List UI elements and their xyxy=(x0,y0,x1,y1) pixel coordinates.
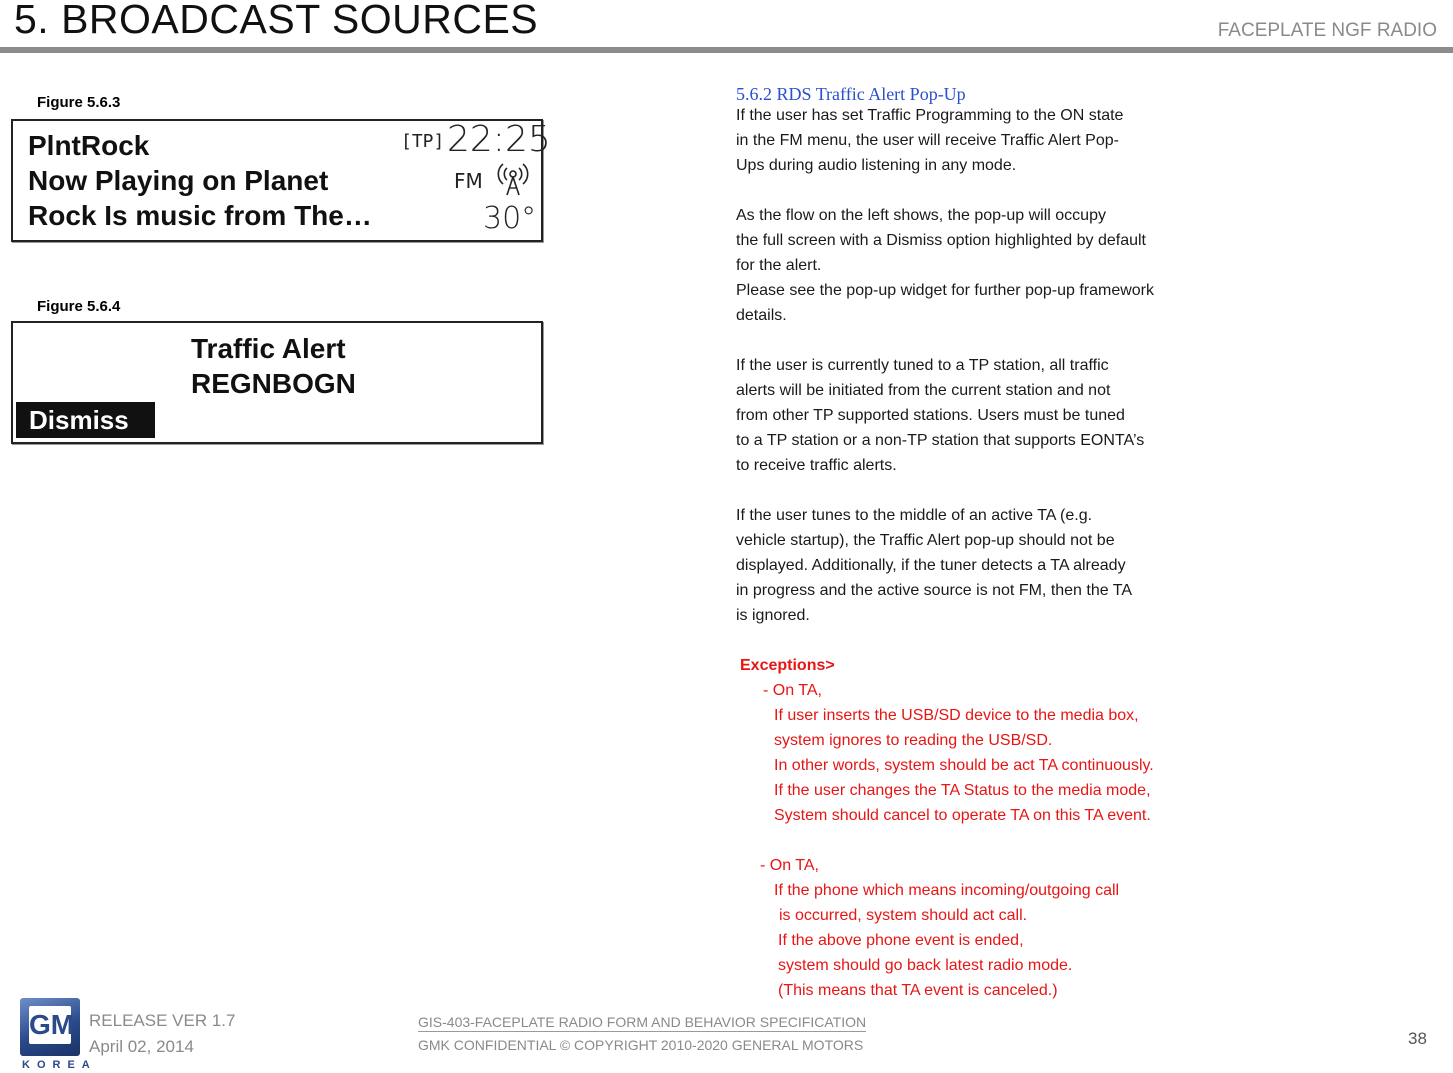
exception-line: is occurred, system should act call. xyxy=(779,907,1028,924)
body-line: If the user tunes to the middle of an active TA (e.g. xyxy=(736,507,1093,524)
figure-563-label: Figure 5.6.3 xyxy=(37,94,121,111)
section-title: 5. BROADCAST SOURCES xyxy=(14,0,539,42)
traffic-alert-popup xyxy=(11,321,543,444)
body-line: displayed. Additionally, if the tuner detects a TA already xyxy=(736,557,1126,574)
body-line: to receive traffic alerts. xyxy=(736,457,897,474)
exception-line: If the phone which means incoming/outgoing call xyxy=(774,882,1120,899)
exception-line: If the user changes the TA Status to the media mode, xyxy=(774,782,1151,799)
temperature-display: 30° xyxy=(483,201,537,236)
release-date: April 02, 2014 xyxy=(89,1037,194,1056)
exception-line: System should cancel to operate TA on this TA event. xyxy=(774,807,1151,824)
subsection-title: 5.6.2 RDS Traffic Alert Pop-Up xyxy=(736,84,966,104)
exception-line: system ignores to reading the USB/SD. xyxy=(774,732,1053,749)
body-line: for the alert. xyxy=(736,257,822,274)
station-name: PlntRock xyxy=(28,130,150,161)
exception-line: system should go back latest radio mode. xyxy=(778,957,1073,974)
gm-logo xyxy=(20,998,80,1056)
popup-station-name: REGNBOGN xyxy=(191,368,356,399)
page-number: 38 xyxy=(1408,1029,1427,1048)
band-indicator: FM xyxy=(454,169,483,193)
exception-line: In other words, system should be act TA continuously. xyxy=(774,757,1154,774)
figure-564-label: Figure 5.6.4 xyxy=(37,298,121,315)
exception-line: If user inserts the USB/SD device to the media box, xyxy=(774,707,1139,724)
exception-line: If the above phone event is ended, xyxy=(778,932,1024,949)
clock-display: 22:25 xyxy=(447,119,551,160)
radio-display-now-playing xyxy=(11,119,551,242)
tp-indicator: [TP] xyxy=(401,131,445,152)
popup-title: Traffic Alert xyxy=(191,333,346,364)
exceptions-heading: Exceptions> xyxy=(740,657,835,674)
body-line: If the user has set Traffic Programming to the ON state xyxy=(736,107,1124,124)
logo-subtext: KOREA xyxy=(22,1059,97,1071)
gm-logo-text: GM xyxy=(29,1009,75,1040)
body-line: vehicle startup), the Traffic Alert pop-up should not be xyxy=(736,532,1115,549)
exception-line: - On TA, xyxy=(760,857,819,874)
body-line: If the user is currently tuned to a TP station, all traffic xyxy=(736,357,1109,374)
body-line: the full screen with a Dismiss option highlighted by default xyxy=(736,232,1146,249)
document-name: FACEPLATE NGF RADIO xyxy=(1217,20,1437,41)
body-line: As the flow on the left shows, the pop-up will occupy xyxy=(736,207,1106,224)
release-version: RELEASE VER 1.7 xyxy=(89,1011,236,1030)
confidential-notice: GMK CONFIDENTIAL © COPYRIGHT 2010-2020 GENERAL MOTORS xyxy=(418,1037,864,1053)
exception-line: (This means that TA event is canceled.) xyxy=(778,982,1058,999)
radiotext-line-2: Rock Is music from The… xyxy=(28,200,372,231)
body-line: alerts will be initiated from the current station and not xyxy=(736,382,1111,399)
radiotext-line-1: Now Playing on Planet xyxy=(28,165,329,196)
antenna-icon xyxy=(497,161,529,197)
body-line: Please see the pop-up widget for further pop-up framework xyxy=(736,282,1155,299)
header-rule xyxy=(0,47,1453,53)
body-line: to a TP station or a non-TP station that supports EONTA’s xyxy=(736,432,1145,449)
body-line: is ignored. xyxy=(736,607,810,624)
body-line: from other TP supported stations. Users must be tuned xyxy=(736,407,1125,424)
exception-line: - On TA, xyxy=(763,682,822,699)
body-line: in the FM menu, the user will receive Traffic Alert Pop- xyxy=(736,132,1119,149)
dismiss-button[interactable]: Dismiss xyxy=(16,402,155,438)
body-line: in progress and the active source is not FM, then the TA xyxy=(736,582,1133,599)
document-id: GIS-403-FACEPLATE RADIO FORM AND BEHAVIOR SPECIFICATION xyxy=(418,1014,867,1030)
body-line: details. xyxy=(736,307,787,324)
body-line: Ups during audio listening in any mode. xyxy=(736,157,1017,174)
